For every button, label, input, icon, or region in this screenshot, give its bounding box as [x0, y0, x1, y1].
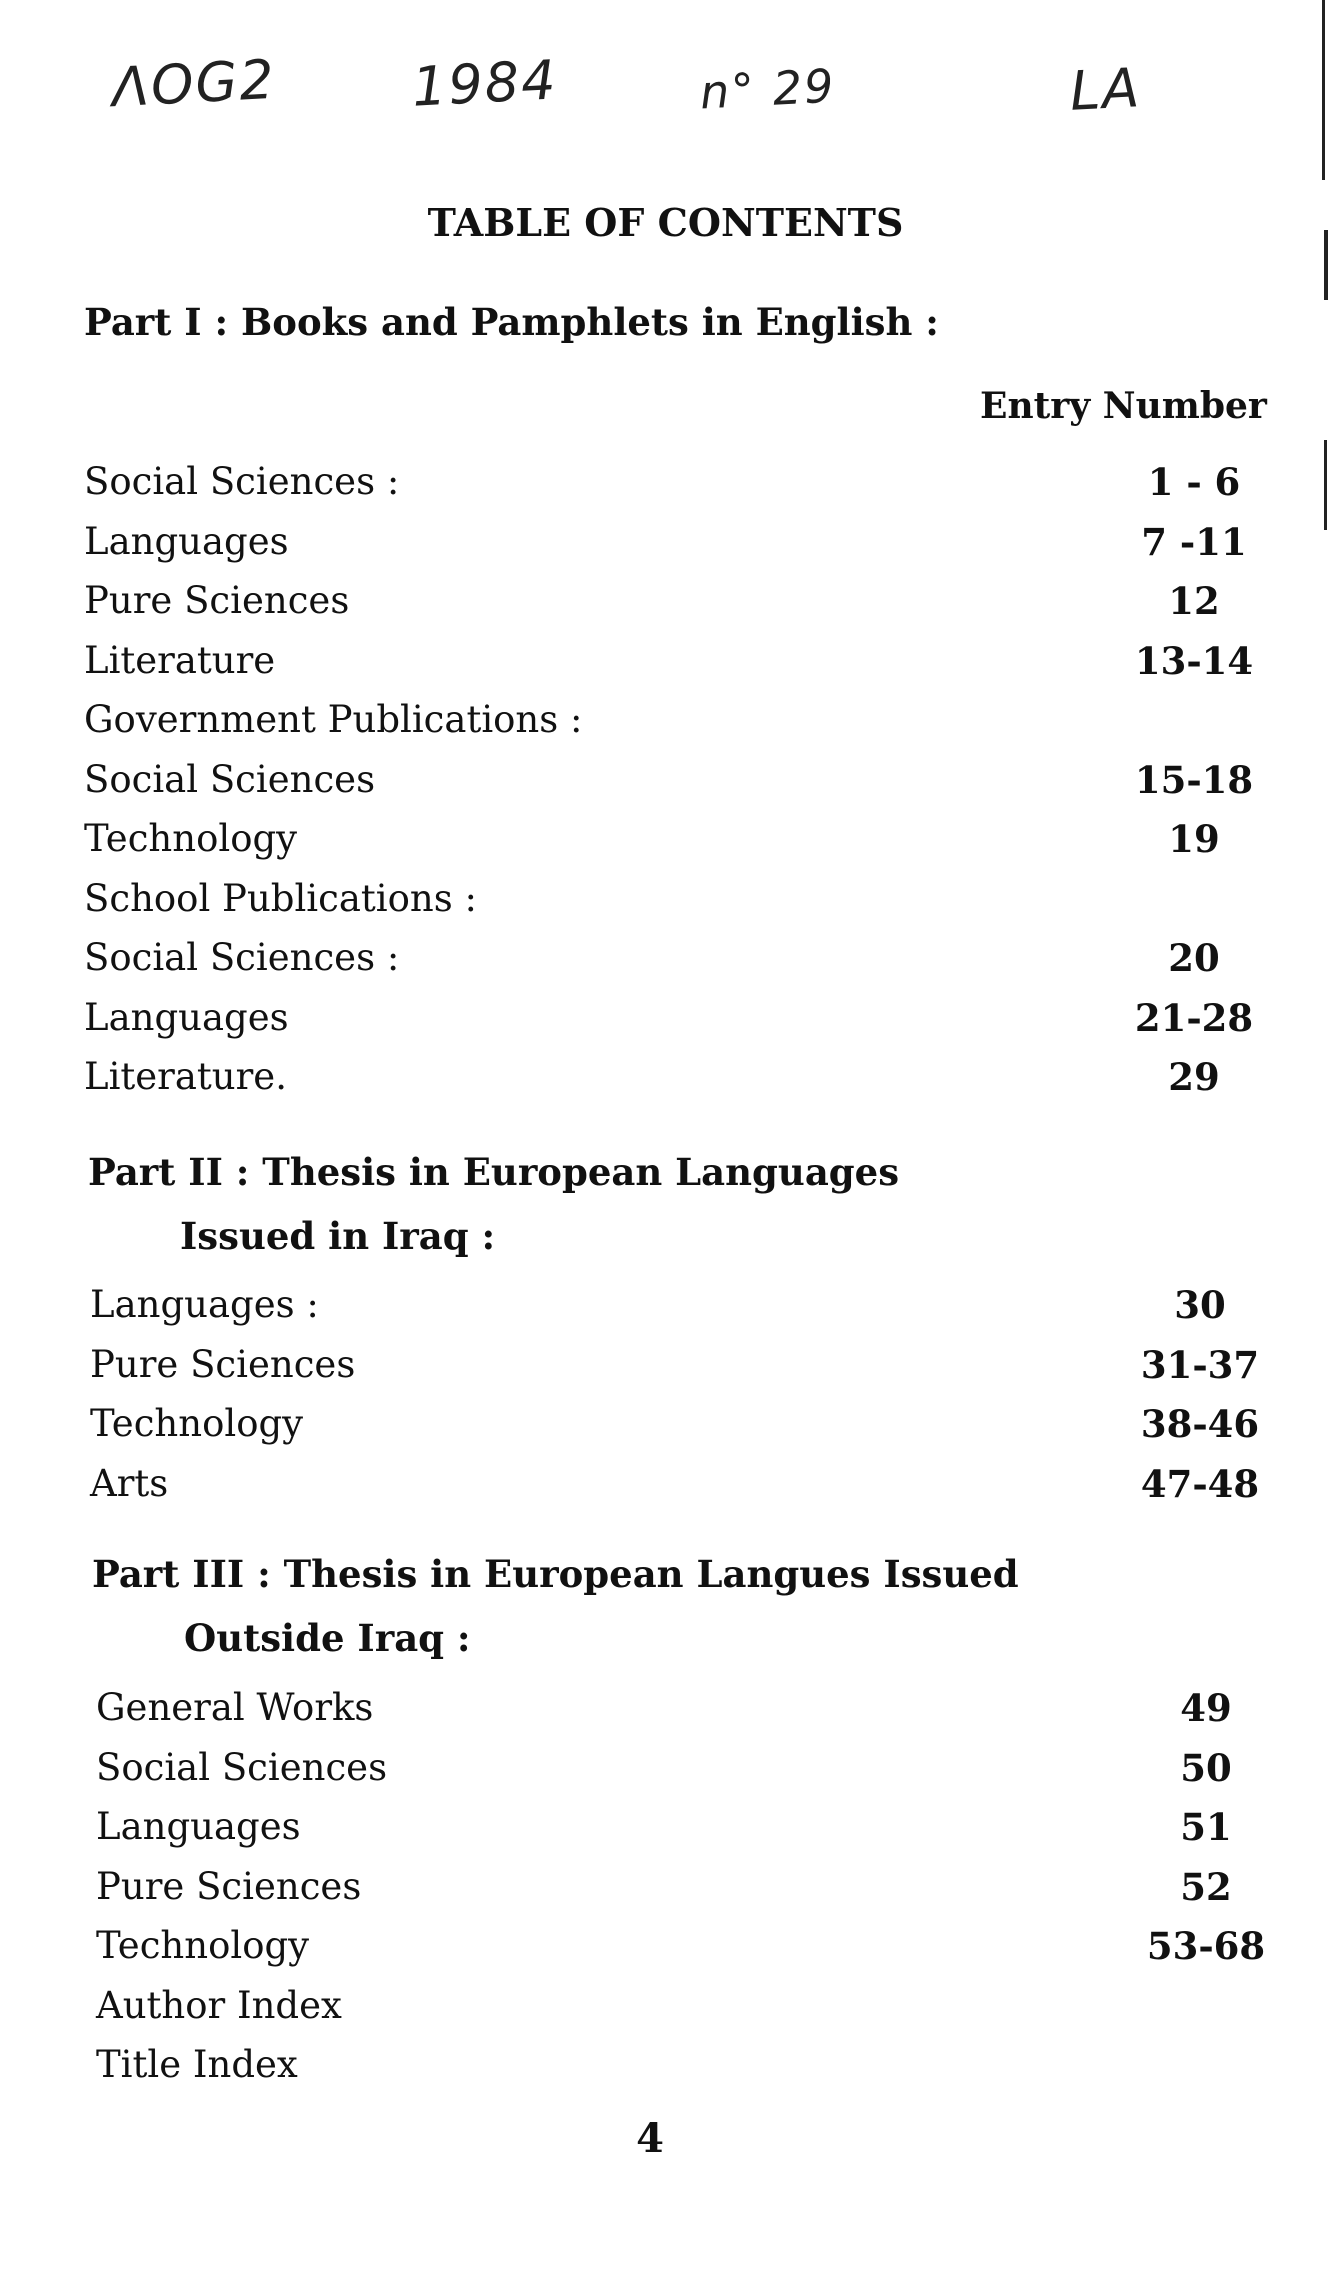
toc-row: [90, 1402, 1270, 1450]
toc-row: [96, 1805, 1276, 1853]
toc-row-label: Social Sciences :: [84, 460, 400, 503]
toc-row: [84, 1055, 1264, 1103]
scan-edge-mark: [1324, 440, 1327, 530]
toc-row-entry-number: 29: [1168, 1055, 1220, 1099]
toc-row-label: Pure Sciences: [90, 1342, 356, 1386]
toc-row: [84, 698, 1264, 746]
part3-heading-line1: Part III : Thesis in European Langues Issued: [92, 1552, 1019, 1596]
toc-row-entry-number: 51: [1180, 1805, 1232, 1849]
part2-heading-line2: Issued in Iraq :: [180, 1214, 496, 1258]
toc-row-entry-number: 15-18: [1134, 757, 1254, 802]
toc-row-entry-number: 52: [1180, 1864, 1232, 1909]
toc-row-label: Pure Sciences: [84, 579, 350, 622]
toc-row: [96, 1984, 1276, 2032]
part2-heading: [88, 1150, 899, 1258]
toc-row-entry-number: 13-14: [1134, 638, 1254, 683]
handwritten-mark-catalog: ΛOG2: [110, 47, 278, 120]
handwritten-mark-initials: LA: [1068, 56, 1143, 123]
toc-row: [90, 1343, 1270, 1391]
toc-row-label: Arts: [90, 1461, 169, 1505]
toc-row: [96, 2043, 1276, 2091]
toc-row-entry-number: 38-46: [1140, 1402, 1260, 1446]
part2-heading-line1: Part II : Thesis in European Languages: [88, 1150, 900, 1194]
toc-row: [84, 877, 1264, 925]
toc-row-entry-number: 20: [1168, 936, 1220, 980]
toc-row-label: Social Sciences: [96, 1745, 388, 1789]
toc-row-entry-number: 19: [1168, 817, 1220, 861]
toc-row: [90, 1462, 1270, 1510]
toc-row-label: Government Publications :: [84, 698, 583, 741]
toc-row-label: Languages :: [90, 1283, 319, 1326]
toc-row-label: Technology: [90, 1402, 304, 1445]
toc-row-label: Author Index: [96, 1983, 342, 2027]
toc-row: [84, 579, 1264, 627]
toc-row: [84, 520, 1264, 568]
handwritten-mark-issue: n° 29: [698, 58, 837, 120]
toc-row-label: Technology: [84, 817, 298, 860]
toc-row-label: Pure Sciences: [96, 1864, 362, 1908]
toc-row: [84, 996, 1264, 1044]
scan-edge-mark: [1322, 0, 1325, 180]
page-title: TABLE OF CONTENTS: [427, 200, 904, 245]
toc-row-entry-number: 1 - 6: [1147, 460, 1241, 504]
toc-row-label: Languages: [96, 1805, 301, 1848]
part1-heading: Part I : Books and Pamphlets in English :: [84, 300, 939, 344]
entry-number-header: Entry Number: [980, 385, 1267, 427]
toc-row-label: School Publications :: [84, 876, 477, 920]
page-number: 4: [636, 2115, 664, 2162]
toc-row: [84, 460, 1264, 508]
handwritten-mark-year: 1984: [410, 48, 559, 119]
toc-row-entry-number: 12: [1168, 579, 1220, 623]
toc-row-entry-number: 7 -11: [1141, 519, 1247, 564]
part3-heading: [92, 1552, 1019, 1660]
toc-row: [84, 817, 1264, 865]
toc-row-entry-number: 53-68: [1146, 1924, 1266, 1968]
toc-row-label: Social Sciences: [84, 757, 376, 801]
toc-row-label: Social Sciences :: [84, 936, 400, 979]
toc-row-label: Title Index: [96, 2043, 298, 2086]
toc-row-entry-number: 47-48: [1140, 1461, 1260, 1506]
toc-row: [96, 1746, 1276, 1794]
toc-row-label: Literature.: [84, 1055, 287, 1098]
toc-row-label: Literature: [84, 638, 276, 682]
toc-row-label: Languages: [84, 995, 289, 1039]
toc-row-entry-number: 49: [1180, 1686, 1232, 1730]
toc-row-entry-number: 31-37: [1140, 1342, 1260, 1387]
toc-row: [96, 1865, 1276, 1913]
toc-row: [84, 758, 1264, 806]
toc-row-entry-number: 30: [1174, 1283, 1226, 1327]
toc-row-label: Technology: [96, 1924, 310, 1967]
toc-row: [96, 1686, 1276, 1734]
toc-row: [84, 936, 1264, 984]
toc-row-entry-number: 21-28: [1134, 995, 1254, 1040]
toc-row: [90, 1283, 1270, 1331]
toc-row: [84, 639, 1264, 687]
toc-row-label: Languages: [84, 519, 289, 563]
toc-row: [96, 1924, 1276, 1972]
part3-heading-line2: Outside Iraq :: [184, 1616, 471, 1660]
toc-row-entry-number: 50: [1180, 1745, 1232, 1790]
toc-row-label: General Works: [96, 1686, 374, 1729]
